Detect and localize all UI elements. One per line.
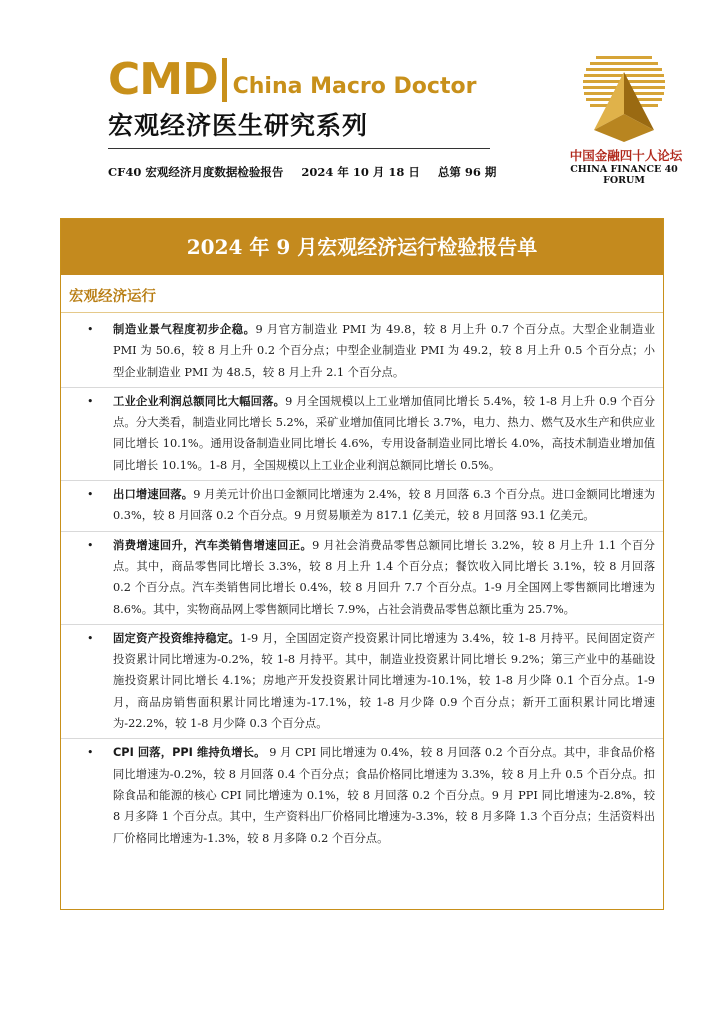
item-text: 9 月社会消费品零售总额同比增长 3.2%，较 8 月上升 1.1 个百分点。其中，商品零售同比增长 3.3%，较 8 月上升 1.4 个百分点；餐饮收入同比增长 3.1%，较 8 月回落 0.2 个百分点。汽车类销售同比增长 0.4%，较 8 月回升 7.7 个百分点。1-9 月全国网上零售额同比增速为 8.6%。其中，实物商品网上零售额同比增长 7.9%，占社会消费品零售总额比重为 25.7%。 (113, 538, 655, 616)
report-card (60, 218, 664, 910)
bullet-icon: • (87, 323, 94, 336)
series-title: 宏观经济医生研究系列 (108, 111, 369, 140)
list-item (61, 742, 663, 848)
item-lead: 固定资产投资维持稳定。 (113, 631, 240, 645)
report-issue: 总第 96 期 (437, 165, 497, 179)
list-item (61, 484, 663, 527)
item-text: 9 月美元计价出口金额同比增速为 2.4%，较 8 月回落 6.3 个百分点。进口金额同比增速为 0.3%，较 8 月回落 0.2 个百分点。9 月贸易顺差为 817.1 亿美元，较 8 月回落 93.1 亿美元。 (113, 488, 655, 523)
report-title: 2024 年 9 月宏观经济运行检验报告单 (61, 219, 663, 275)
bullet-icon: • (87, 488, 94, 502)
item-lead: 制造业景气程度初步企稳。 (113, 323, 256, 336)
item-divider (61, 531, 663, 532)
bullet-icon: • (87, 538, 94, 552)
header-divider (108, 148, 490, 149)
item-text: 9 月官方制造业 PMI 为 49.8，较 8 月上升 0.7 个百分点。大型企业制造业 PMI 为 50.6，较 8 月上升 0.2 个百分点；中型企业制造业 PMI 为 49.2，较 8 月上升 0.5 个百分点；小型企业制造业 PMI 为 48.5，较 8 月上升 2.1 个百分点。 (113, 323, 655, 379)
item-text: 9 月 CPI 同比增速为 0.4%，较 8 月回落 0.2 个百分点。其中，非食品价格同比增速为-0.2%，较 8 月回落 0.4 个百分点；食品价格同比增速为 3.3%，较 8 月上升 0.5 个百分点。扣除食品和能源的核心 CPI 同比增速为 0.1%，较 8 月回落 0.2 个百分点。9 月 PPI 同比增速为-2.8%，较 8 月多降 1 个百分点。其中，生产资料出厂价格同比增速为-3.3%，较 8 月多降 1.3 个百分点；生活资料出厂价格同比增速为-1.3%，较 8 月多降 0.2 个百分点。 (113, 746, 655, 845)
item-text: 9 月全国规模以上工业增加值同比增长 5.4%，较 1-8 月上升 0.9 个百分点。分大类看，制造业同比增长 5.2%，采矿业增加值同比增长 3.7%，电力、热力、燃气及水生产和供应业同比增长 10.1%。通用设备制造业同比增长 4.6%，专用设备制造业同比增长 4.0%，高技术制造业增加值同比增长 10.1%。1-8 月，全国规模以上工业企业利润总额同比增长 0.5%。 (113, 394, 655, 472)
list-item (61, 628, 663, 734)
item-divider (61, 480, 663, 481)
section-heading: 宏观经济运行 (69, 289, 156, 305)
report-code: CF40 宏观经济月度数据检验报告 (108, 165, 284, 179)
list-item (61, 319, 663, 383)
brand-wordmark (108, 52, 477, 105)
item-divider (61, 738, 663, 739)
item-text: 1-9 月，全国固定资产投资累计同比增速为 3.4%，较 1-8 月持平。民间固定资产投资累计同比增速为-0.2%，较 1-8 月持平。其中，制造业投资累计同比增长 9.2%；第三产业中的基础设施投资累计同比增长 4.1%；房地产开发投资累计同比增速为-10.1%，较 1-8 月少降 0.1 个百分点。1-9 月，商品房销售面积累计同比增速为-17.1%，较 1-8 月少降 0.9 个百分点；新开工面积累计同比增速为-22.2%，较 1-8 月少降 0.3 个百分点。 (113, 631, 655, 731)
forum-name-en: CHINA FINANCE 40 FORUM (570, 164, 678, 186)
report-meta (108, 164, 510, 180)
item-divider (61, 387, 663, 388)
indicator-list (61, 319, 663, 849)
brand-divider (222, 58, 227, 102)
bullet-icon: • (87, 394, 94, 408)
section-divider (61, 312, 663, 313)
forum-name-cn: 中国金融四十人论坛 (569, 148, 683, 163)
brand-short: CMD (108, 54, 218, 105)
bullet-icon: • (87, 631, 94, 645)
bullet-icon: • (87, 746, 94, 760)
item-lead: 工业企业利润总额同比大幅回落。 (113, 394, 286, 408)
list-item (61, 535, 663, 620)
item-lead: CPI 回落，PPI 维持负增长。 (113, 746, 266, 760)
item-divider (61, 624, 663, 625)
brand-full: China Macro Doctor (232, 74, 477, 99)
report-date: 2024 年 10 月 18 日 (301, 165, 420, 179)
item-lead: 出口增速回落。 (113, 488, 194, 502)
list-item (61, 391, 663, 476)
item-lead: 消费增速回升，汽车类销售增速回正。 (113, 538, 313, 552)
cf40-logo-icon (582, 52, 666, 144)
